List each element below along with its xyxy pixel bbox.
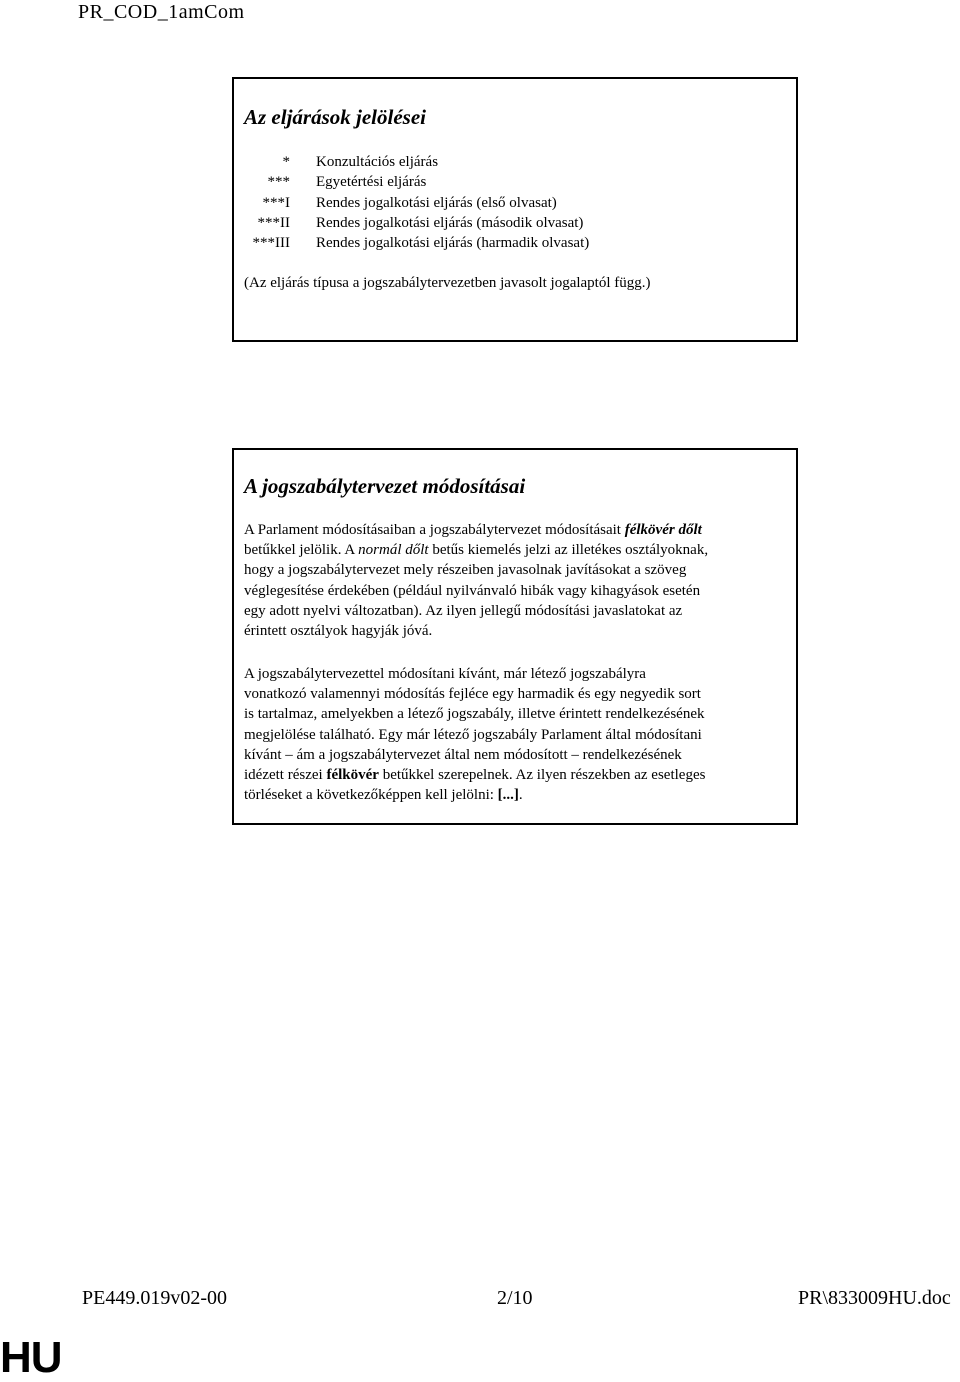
procedure-label: Konzultációs eljárás (316, 154, 439, 170)
procedure-mark: * (282, 154, 290, 170)
procedure-mark: *** (267, 174, 290, 191)
footer-page-number: 2/10 (497, 1287, 533, 1309)
footer-document-reference: PE449.019v02-00 (82, 1287, 227, 1309)
text-run: törléseket a következőképpen kell jelölni: (244, 787, 498, 804)
text-line (244, 785, 784, 805)
footer-file-name: PR\833009HU.doc (798, 1287, 951, 1309)
legal-basis-note: (Az eljárás típusa a jogszabálytervezetben javasolt jogalaptól függ.) (244, 275, 651, 291)
text-run: idézett részei (244, 767, 327, 784)
deletion-marker: [...] (497, 787, 519, 804)
procedure-label: Rendes jogalkotási eljárás (első olvasat) (316, 194, 557, 211)
text-line: hogy a jogszabálytervezet mely részeiben javasolnak javításokat a szöveg (244, 562, 687, 579)
procedure-label: Egyetértési eljárás (316, 174, 427, 191)
text-line (244, 765, 784, 785)
amendments-paragraph-2 (244, 664, 784, 805)
normal-italic-example: normál dőlt (358, 542, 429, 559)
procedure-row (242, 213, 782, 233)
procedure-symbols-title: Az eljárások jelölései (244, 105, 426, 129)
procedure-mark: ***II (257, 214, 290, 231)
procedure-row (242, 193, 782, 213)
procedure-mark: ***III (252, 235, 290, 252)
procedure-row (242, 233, 782, 253)
procedure-row (242, 172, 782, 192)
amendments-paragraph-1 (244, 520, 784, 641)
procedure-label: Rendes jogalkotási eljárás (második olvasat) (316, 214, 584, 231)
text-line: megjelölése található. Egy már létező jogszabály Parlament által módosítani (244, 726, 702, 743)
language-code: HU (0, 1333, 62, 1382)
text-run: A Parlament módosításaiban a jogszabálytervezet módosításait (244, 522, 625, 538)
procedure-label: Rendes jogalkotási eljárás (harmadik olvasat) (316, 235, 590, 252)
procedure-symbols-box (232, 77, 798, 342)
text-line: is tartalmaz, amelyekben a létező jogszabály, illetve érintett rendelkezésének (244, 706, 705, 723)
text-line: kívánt – ám a jogszabálytervezet által nem módosított – rendelkezésének (244, 746, 682, 763)
bold-italic-example: félkövér dőlt (624, 522, 702, 538)
text-line: érintett osztályok hagyják jóvá. (244, 623, 433, 640)
bold-example: félkövér (326, 767, 379, 784)
procedure-mark: ***I (262, 194, 290, 211)
text-line (244, 540, 784, 560)
text-run: betűkkel jelölik. A (244, 542, 359, 559)
text-line: véglegesítése érdekében (például nyilvánvaló hibák vagy kihagyások esetén (244, 582, 701, 599)
procedure-list (242, 152, 782, 253)
text-run: betűkkel szerepelnek. Az ilyen részekben az esetleges (378, 767, 706, 784)
text-run: betűs kiemelés jelzi az illetékes osztályoknak, (428, 542, 709, 559)
amendments-box (232, 448, 798, 825)
procedure-row (242, 152, 782, 172)
text-run: . (518, 787, 523, 804)
text-line: egy adott nyelvi változatban). Az ilyen jellegű módosítási javaslatokat az (244, 602, 683, 619)
text-line: vonatkozó valamennyi módosítás fejléce egy harmadik és egy negyedik sort (244, 686, 701, 703)
text-line: A jogszabálytervezettel módosítani kívánt, már létező jogszabályra (244, 666, 646, 682)
amendments-title: A jogszabálytervezet módosításai (244, 474, 526, 498)
text-line (244, 520, 784, 540)
document-header-code: PR_COD_1amCom (78, 1, 245, 23)
